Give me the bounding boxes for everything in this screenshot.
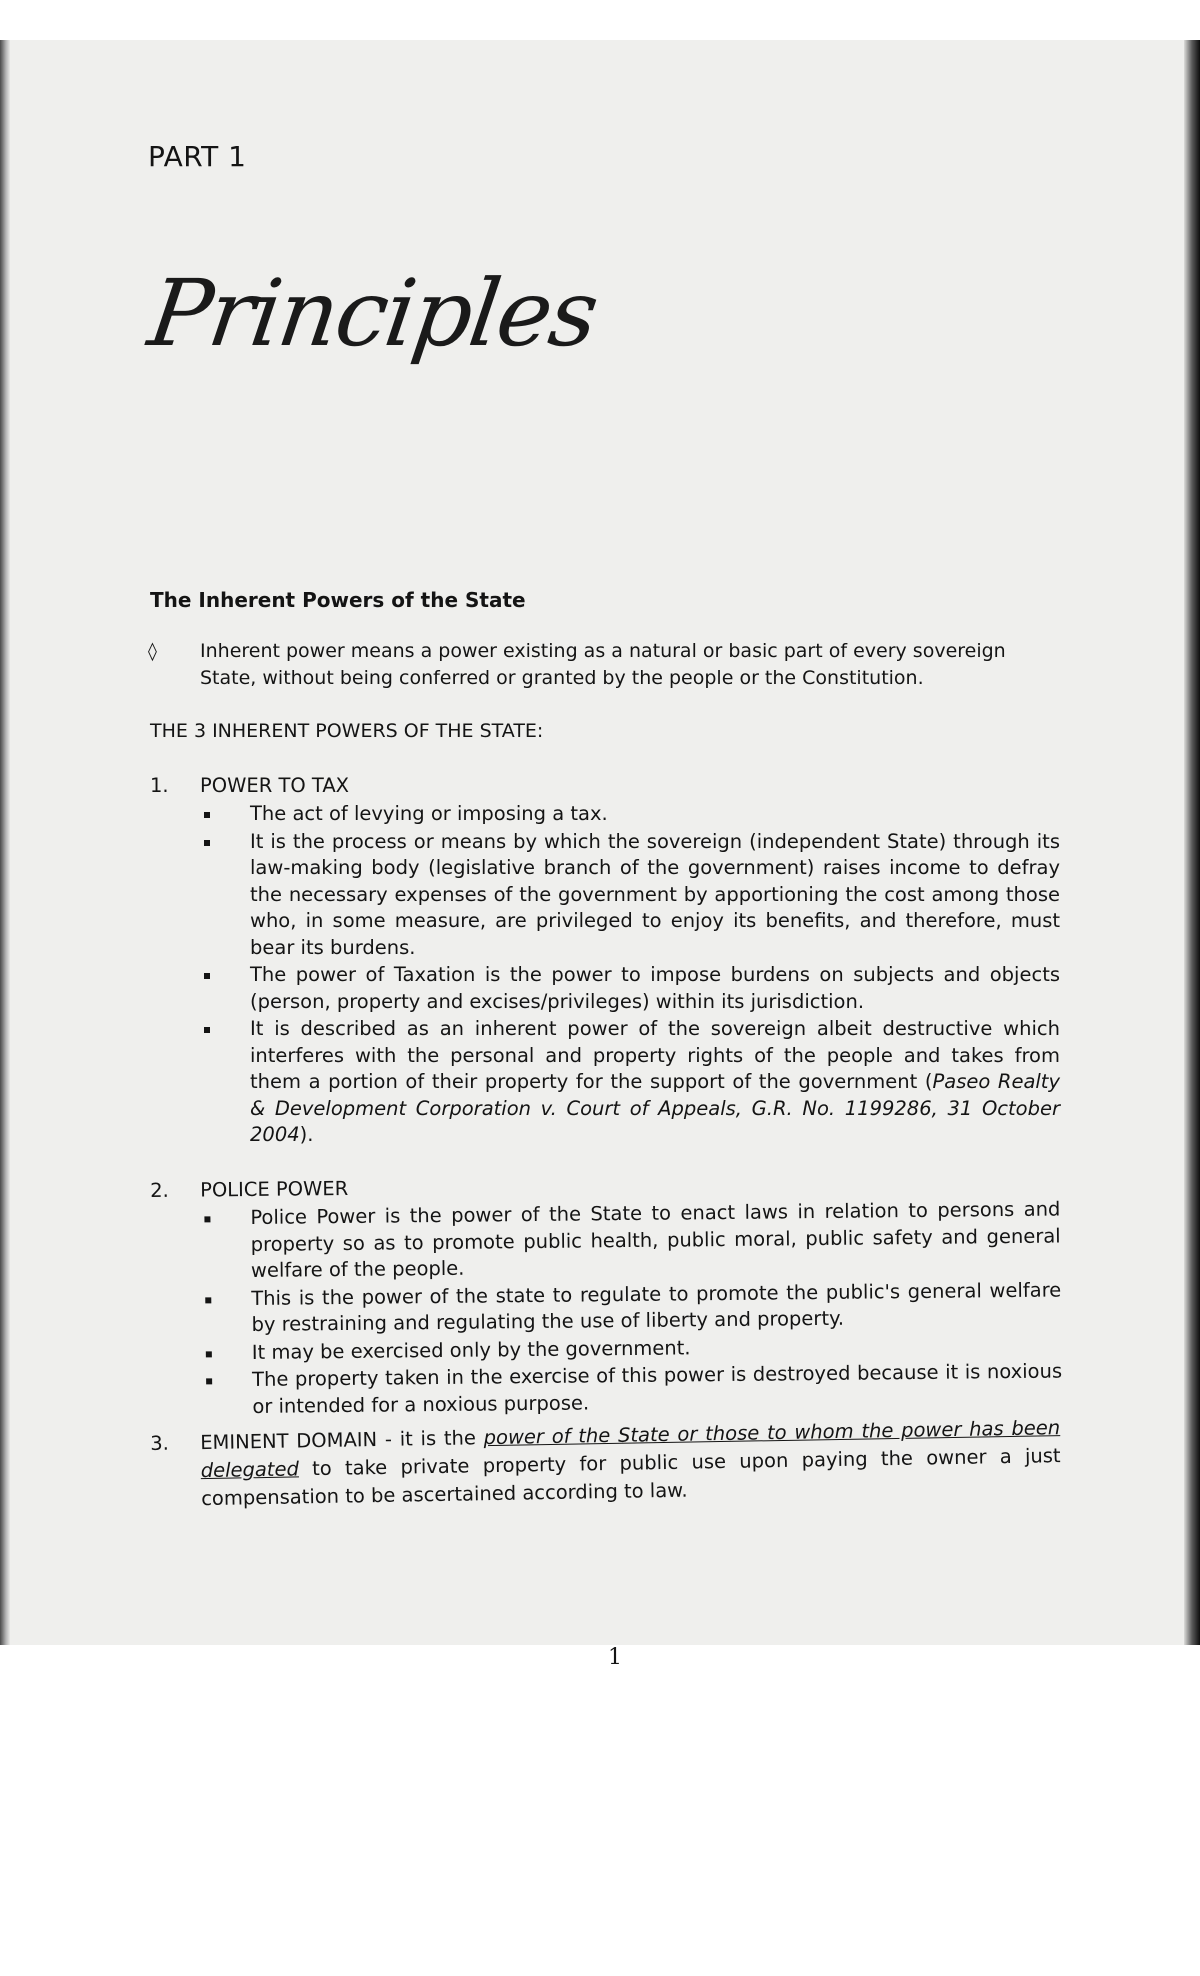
item-number: 3.: [150, 1431, 170, 1455]
bullet-item: [200, 801, 1060, 828]
square-bullet-icon: [200, 801, 250, 828]
square-bullet-icon: [202, 1367, 253, 1421]
chapter-title: Principles: [142, 260, 604, 367]
item-heading: POWER TO TAX: [200, 774, 350, 797]
square-bullet-icon: [200, 1205, 251, 1285]
page-number: 1: [608, 1645, 622, 1670]
square-bullet-icon: [200, 829, 250, 962]
square-bullet-icon: [201, 1285, 252, 1339]
bullet-item: [200, 1016, 1060, 1149]
case-citation: Paseo Realty & Development Corporation v. Court of Appeals, G.R. No. 1199286, 31 October 2004: [250, 1070, 1060, 1146]
square-bullet-icon: [200, 1016, 250, 1149]
item-text: to take private property for public use upon paying the owner a just compensation to be ascertained according to law.: [201, 1444, 1061, 1511]
bullet-list: [200, 1196, 1062, 1420]
item-paragraph: [200, 1414, 1061, 1513]
square-bullet-icon: [202, 1339, 252, 1366]
diamond-bullet-icon: ◊: [148, 641, 157, 662]
bullet-item: [200, 829, 1060, 962]
powers-subheading: THE 3 INHERENT POWERS OF THE STATE:: [150, 720, 544, 742]
square-bullet-icon: [200, 962, 250, 1015]
item-heading: EMINENT DOMAIN: [200, 1428, 378, 1455]
bullet-text: Police Power is the power of the State to enact laws in relation to persons and property so as to promote public health, public moral, public safety and general welfare of the people.: [250, 1197, 1061, 1282]
part-label: PART 1: [148, 140, 247, 173]
bullet-text: The act of levying or imposing a tax.: [250, 802, 608, 825]
page-right-edge-shadow: [1184, 40, 1200, 1645]
intro-text: Inherent power means a power existing as a natural or basic part of every sovereign State, without being conferred or granted by the people or the Constitution.: [200, 640, 1006, 689]
bullet-text: It is the process or means by which the sovereign (independent State) through its law-making body (legislative branch of the government) raises income to defray the necessary expenses of the government by apportioning the cost among those who, in some measure, are privileged to enjoy its benefits, and therefore, must bear its burdens.: [250, 829, 1060, 959]
bullet-text: It may be exercised only by the government.: [251, 1335, 691, 1364]
page-left-edge-shadow: [0, 40, 10, 1645]
list-item-police-power: [150, 1168, 1063, 1422]
scanned-page: [0, 40, 1200, 1670]
list-item-power-to-tax: [150, 773, 1060, 1150]
item-connector: - it is the: [376, 1426, 484, 1452]
bullet-item: [202, 1358, 1063, 1420]
bullet-text-with-citation: [250, 1016, 1060, 1149]
bullet-item: [200, 962, 1060, 1015]
intro-paragraph: [148, 638, 1048, 692]
citation-closing: ).: [299, 1123, 314, 1146]
bullet-text: The property taken in the exercise of this power is destroyed because it is noxious or intended for a noxious purpose.: [251, 1359, 1063, 1418]
item-heading: POLICE POWER: [200, 1176, 349, 1202]
list-item-eminent-domain: [150, 1414, 1061, 1514]
section-heading: The Inherent Powers of the State: [150, 588, 526, 612]
bullet-item: [201, 1277, 1062, 1339]
underlined-definition: power of the State or those to whom the power has been delegated: [200, 1416, 1061, 1483]
bullet-text: This is the power of the state to regulate to promote the public's general welfare by restraining and regulating the use of liberty and property.: [251, 1277, 1062, 1336]
item-number: 1.: [150, 774, 169, 797]
bullet-text: It is described as an inherent power of the sovereign albeit destructive which interferes with the personal and property rights of the people and takes from them a portion of their property for the support of the government (: [250, 1017, 1060, 1093]
bullet-item: [200, 1196, 1061, 1285]
item-number: 2.: [150, 1178, 169, 1202]
bullet-list: [200, 801, 1060, 1149]
bullet-text: The power of Taxation is the power to impose burdens on subjects and objects (person, property and excises/privileges) within its jurisdiction.: [250, 963, 1060, 1013]
